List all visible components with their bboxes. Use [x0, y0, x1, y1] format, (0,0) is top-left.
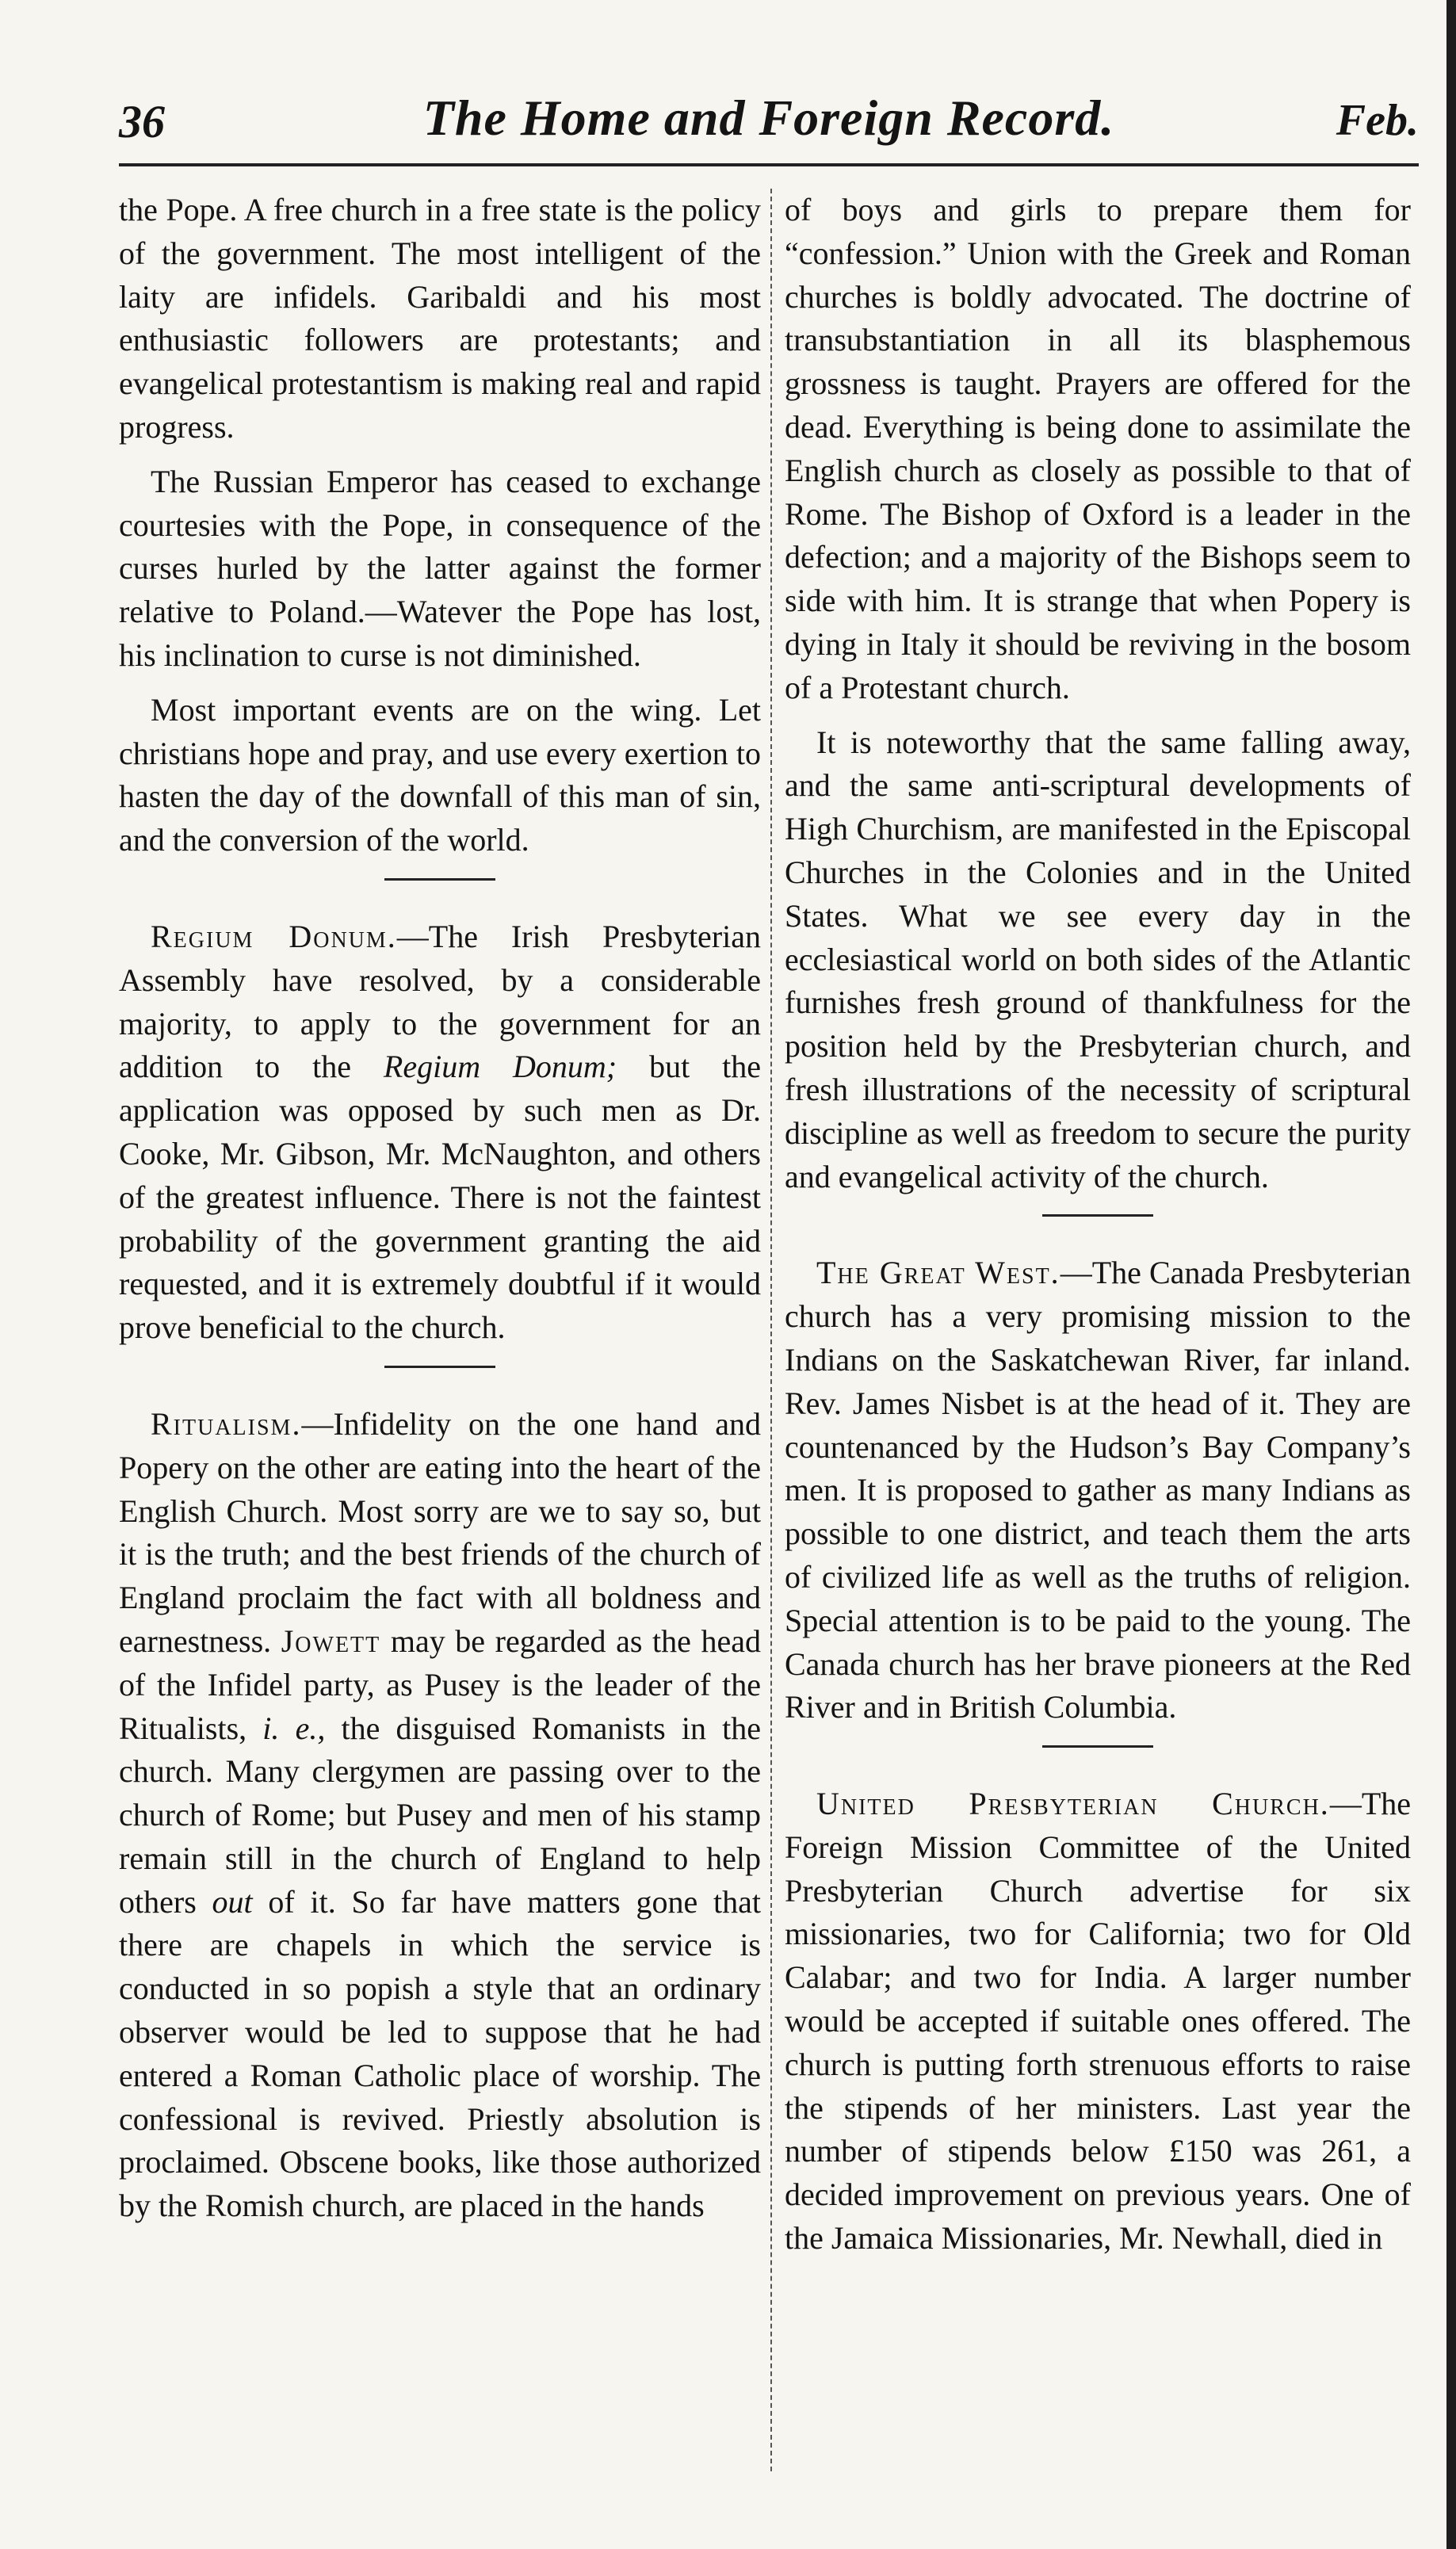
article-text: —Infidelity on the one hand and Popery on the other are eating into the heart of the English Church. Most sorry are we to say so, but it is the truth; and the best friends of the church of England proclaim the fact with all boldness and earnestness.	[119, 1405, 761, 1659]
article-text: of it. So far have matters gone that there are chapels in which the service is conducted in so popish a style that an ordinary observer would be led to suppose that he had entered a Roman Catholic place of worship. The confessional is revived. Priestly absolution is proclaimed. Obscene books, like those authorized by the Romish church, are placed in the hands	[119, 1883, 761, 2224]
paragraph: the Pope. A free church in a free state is the policy of the government. The most intelligent of the laity are infidels. Garibaldi and his most enthusiastic followers are protestants; and evangelical protestantism is making real and rapid progress.	[119, 192, 761, 445]
emphasis-text: i. e.,	[262, 1710, 326, 1746]
emphasis-text: Regium Donum;	[383, 1049, 617, 1085]
paragraph: The Russian Emperor has ceased to exchange courtesies with the Pope, in consequence of the curses hurled by the latter against the former relative to Poland.—Watever the Pope has lost, his inclination to curse is not diminished.	[119, 463, 761, 673]
section-separator	[384, 878, 495, 881]
article-heading: Ritualism.	[151, 1405, 302, 1442]
header-rule	[119, 163, 1419, 166]
page-number: 36	[119, 96, 165, 147]
page-edge	[1446, 0, 1456, 2549]
article-text: the disguised Romanists in the church. Many clergymen are passing over to the church of Rome; but Pusey and men of his stamp remain still in the church of England to help others	[119, 1710, 761, 1920]
article-great-west	[785, 1252, 1411, 1729]
page-header	[119, 89, 1419, 160]
section-separator	[1042, 1214, 1153, 1217]
paragraph: It is noteworthy that the same falling away, and the same anti-scriptural developments of High Churchism, are manifested in the Episcopal Churches in the Colonies and in the United States. What we see every day in the ecclesiastical world on both sides of the Atlantic furnishes fresh ground of thankfulness for the position held by the Presbyterian church, and fresh illustrations of the necessity of scriptural discipline as well as freedom to secure the purity and evangelical activity of the church.	[785, 724, 1411, 1194]
month-label: Feb.	[1336, 96, 1419, 145]
paragraph: Most important events are on the wing. Let christians hope and pray, and use every exertion to hasten the day of the downfall of this man of sin, and the conversion of the world.	[119, 691, 761, 858]
right-column	[785, 189, 1411, 2272]
article-united-presbyterian	[785, 1783, 1411, 2260]
article-ritualism	[119, 1403, 761, 2228]
article-text: but the application was opposed by such men as Dr. Cooke, Mr. Gibson, Mr. McNaughton, and others of the greatest influence. There is not the faintest probability of the government granting the aid requested, and it is extremely doubtful if it would prove beneficial to the church.	[119, 1049, 762, 1346]
article-text: —The Foreign Mission Committee of the United Presbyterian Church advertise for six missionaries, two for California; two for Old Calabar; and two for India. A larger number would be accepted if suitable ones offered. The church is putting forth strenuous efforts to raise the stipends of her ministers. Last year the number of stipends below £150 was 261, a decided improvement on previous years. One of the Jamaica Missionaries, Mr. Newhall, died in	[785, 1786, 1411, 2257]
article-heading: Regium Donum.	[151, 918, 397, 954]
article-text: —The Irish Presbyterian Assembly have resolved, by a considerable majority, to apply to the government for an addition to the	[119, 918, 762, 1085]
running-title: The Home and Foreign Record.	[422, 90, 1115, 146]
emphasis-text: out	[212, 1883, 253, 1920]
article-text: may be regarded as the head of the Infidel party, as Pusey is the leader of the Ritualists,	[119, 1622, 761, 1746]
article-text: —The Canada Presbyterian church has a very promising mission to the Indians on the Saskatchewan River, far inland. Rev. James Nisbet is at the head of it. They are countenanced by the Hudson’s Bay Company’s men. It is proposed to gather as many Indians as possible to one district, and teach them the arts of civilized life as well as the truths of religion. Special attention is to be paid to the young. The Canada church has her brave pioneers at the Red River and in British Columbia.	[785, 1255, 1411, 1725]
paragraph: of boys and girls to prepare them for “confession.” Union with the Greek and Roman churches is boldly advocated. The doctrine of transubstantiation in all its blasphemous grossness is taught. Prayers are offered for the dead. Everything is being done to assimilate the English church as closely as possible to that of Rome. The Bishop of Oxford is a leader in the defection; and a majority of the Bishops seem to side with him. It is strange that when Popery is dying in Italy it should be reviving in the bosom of a Protestant church.	[785, 192, 1411, 705]
article-heading: United Presbyterian Church.	[816, 1786, 1330, 1822]
section-separator	[384, 1366, 495, 1368]
left-column	[119, 189, 761, 2239]
article-heading: The Great West.	[816, 1255, 1060, 1291]
section-separator	[1042, 1745, 1153, 1748]
column-divider	[770, 189, 772, 2471]
name-text: Jowett	[281, 1622, 381, 1659]
article-regium-donum	[119, 915, 761, 1350]
